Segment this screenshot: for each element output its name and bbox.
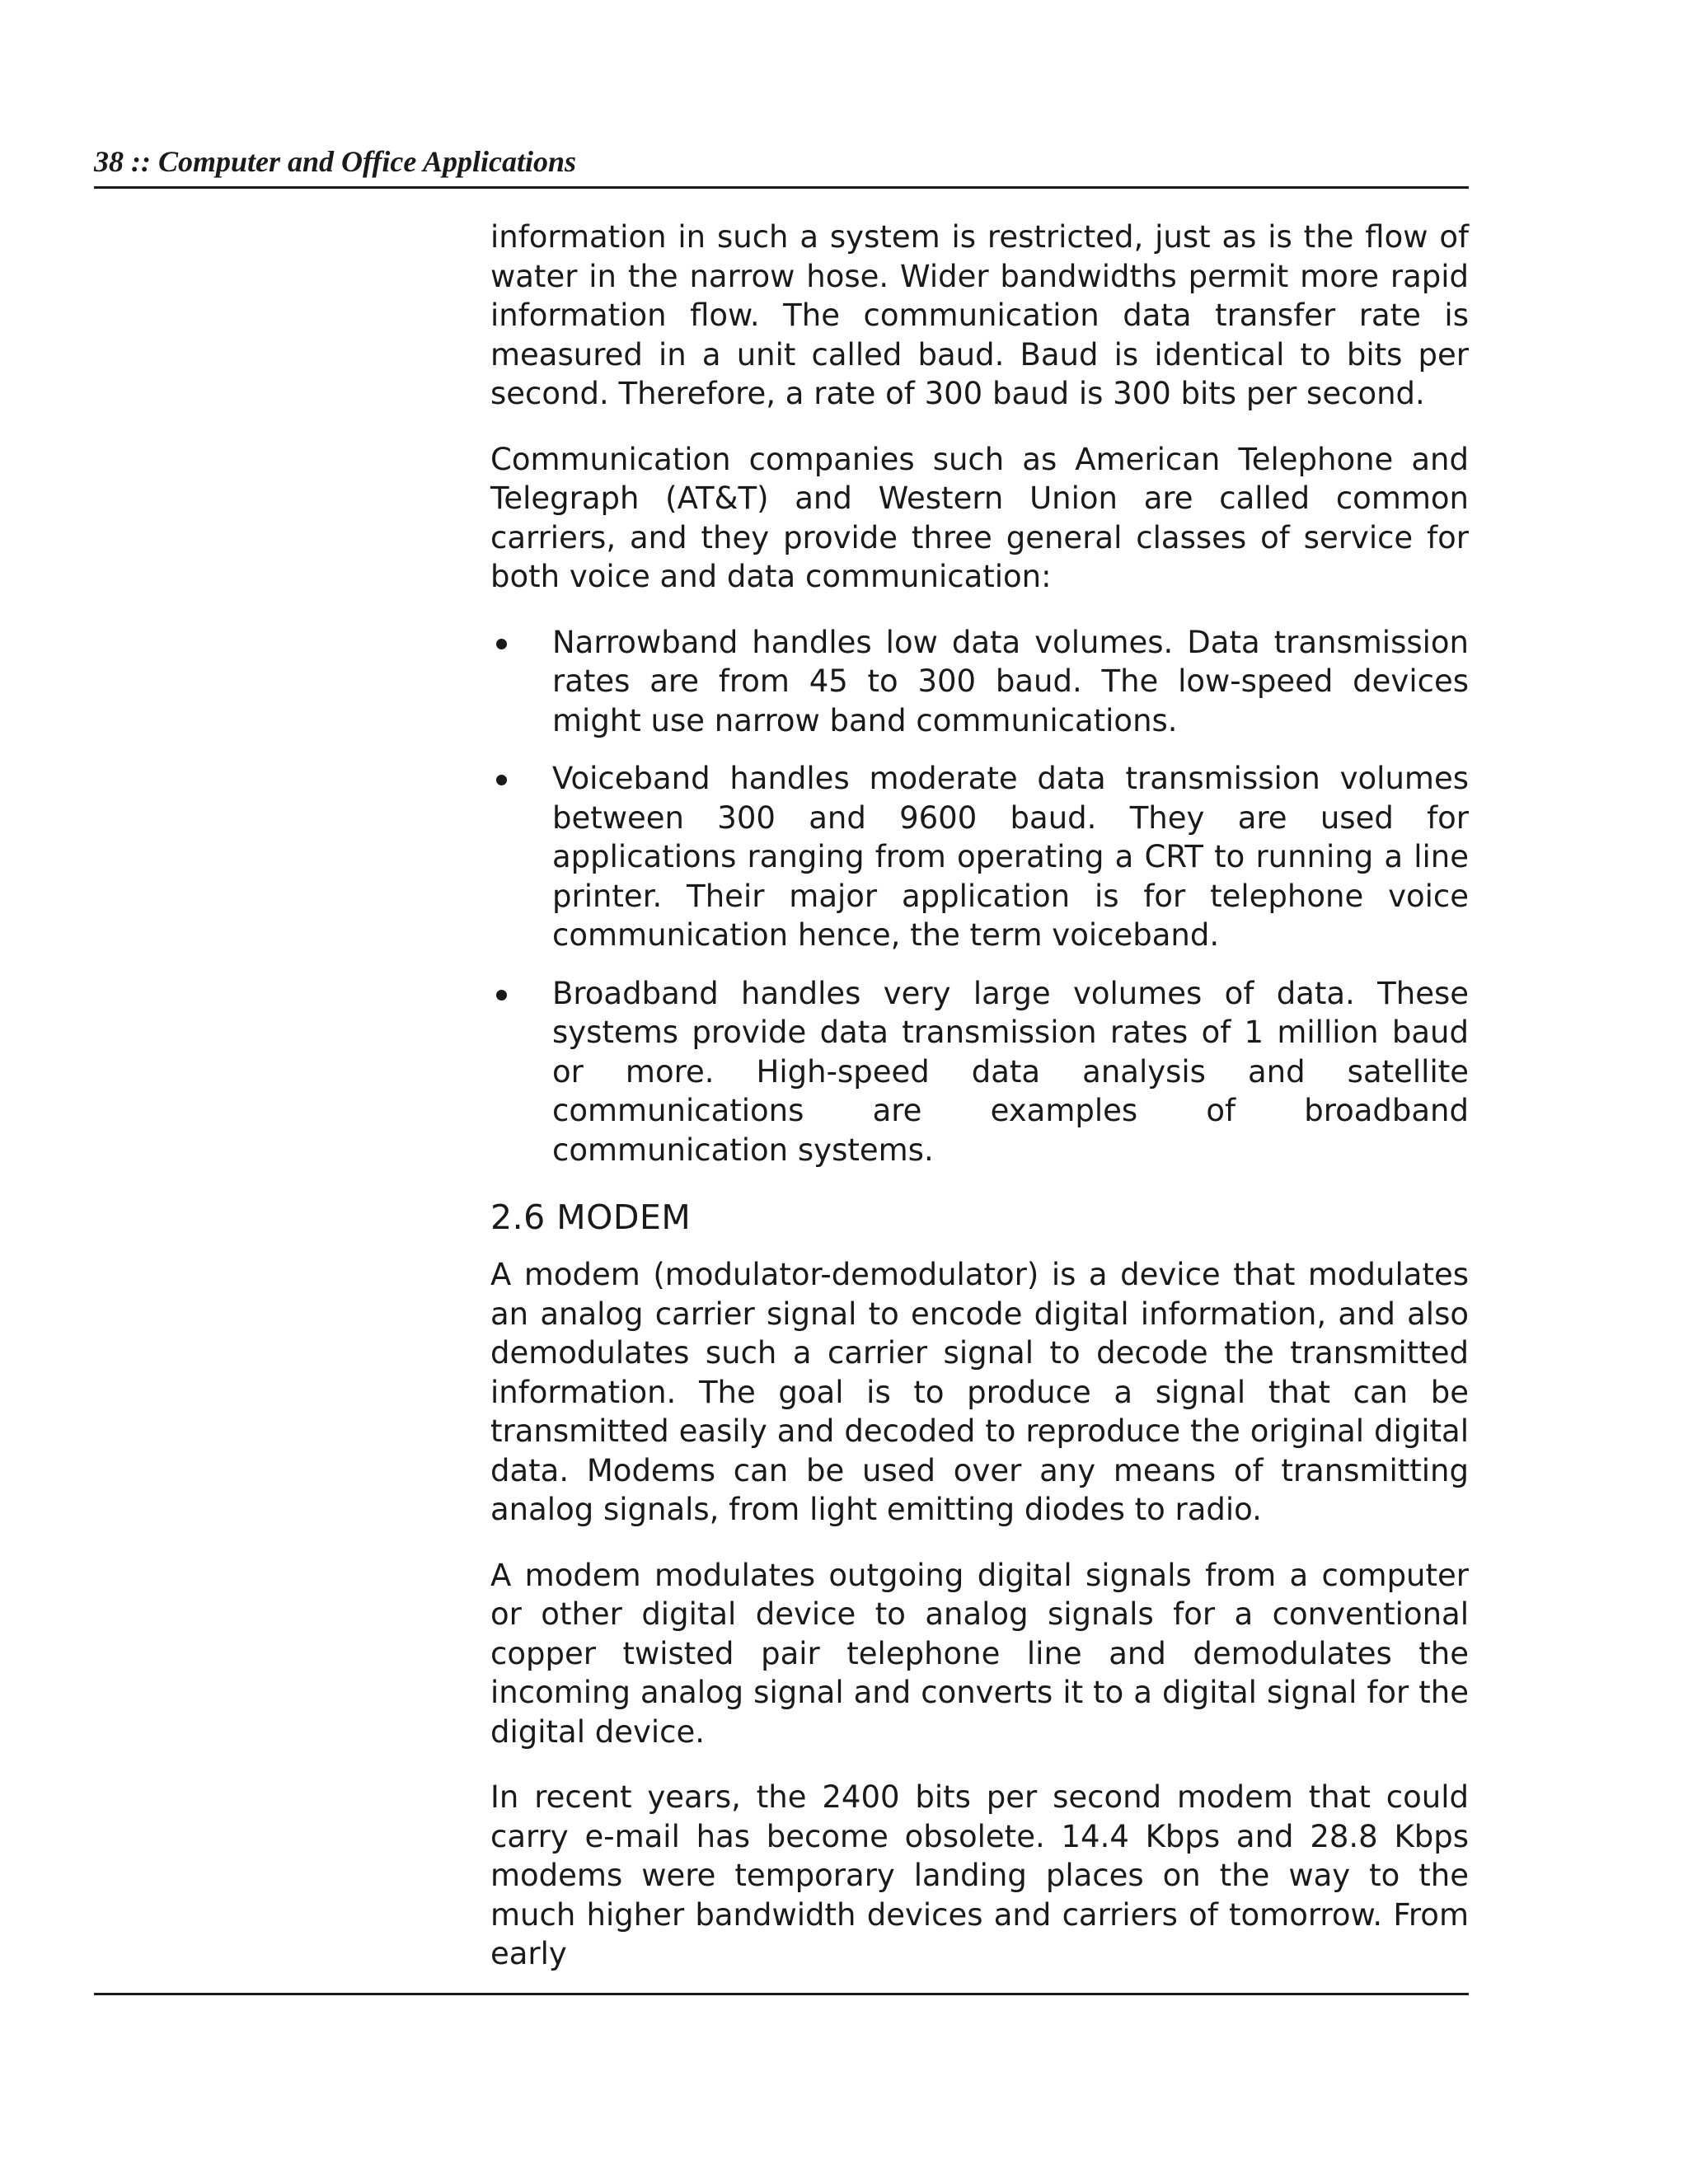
list-item-broadband	[490, 974, 1469, 1170]
bullet-icon	[496, 775, 507, 785]
paragraph-modem-history: In recent years, the 2400 bits per second modem that could carry e-mail has become obsolete. 14.4 Kbps and 28.8 Kbps modems were temporary landing places on the way to the much higher bandwidth devices and carriers of tomorrow. From early	[490, 1779, 1469, 1971]
service-classes-list	[490, 623, 1469, 1170]
list-item-voiceband	[490, 759, 1469, 955]
section-heading: 2.6 MODEM	[490, 1197, 692, 1237]
paragraph-modem-function: A modem modulates outgoing digital signals from a computer or other digital device to analog signals for a conventional copper twisted pair telephone line and demodulates the incoming analog signal and converts it to a digital signal for the digital device.	[490, 1557, 1469, 1750]
list-item-text: Narrowband handles low data volumes. Data transmission rates are from 45 to 300 baud. The low-speed devices might use narrow band communications.	[552, 624, 1469, 738]
header-rule	[94, 186, 1469, 189]
list-item-narrowband	[490, 623, 1469, 741]
body-text-column	[490, 218, 1469, 2000]
paragraph-common-carriers: Communication companies such as American Telephone and Telegraph (AT&T) and Western Union are called common carriers, and they provide three general classes of service for both voice and data communication:	[490, 441, 1469, 594]
paragraph-bandwidth: information in such a system is restricted, just as is the flow of water in the narrow hose. Wider bandwidths permit more rapid information flow. The communication data transfer rate is measured in a unit called baud. Baud is identical to bits per second. Therefore, a rate of 300 baud is 300 bits per second.	[490, 219, 1469, 411]
list-item-text: Voiceband handles moderate data transmission volumes between 300 and 9600 baud. They are used for applications ranging from operating a CRT to running a line printer. Their major application is for telephone voice communication hence, the term voiceband.	[552, 761, 1469, 953]
bullet-icon	[496, 990, 507, 1001]
bullet-icon	[496, 639, 507, 649]
footer-rule	[94, 1993, 1469, 1995]
list-item-text: Broadband handles very large volumes of data. These systems provide data transmission rates of 1 million baud or more. High-speed data analysis and satellite communications are examples of broadband communication systems.	[552, 975, 1469, 1168]
running-header: 38 :: Computer and Office Applications	[94, 145, 576, 178]
paragraph-modem-definition: A modem (modulator-demodulator) is a device that modulates an analog carrier signal to encode digital information, and also demodulates such a carrier signal to decode the transmitted information. The goal is to produce a signal that can be transmitted easily and decoded to reproduce the original digital data. Modems can be used over any means of transmitting analog signals, from light emitting diodes to radio.	[490, 1257, 1469, 1527]
